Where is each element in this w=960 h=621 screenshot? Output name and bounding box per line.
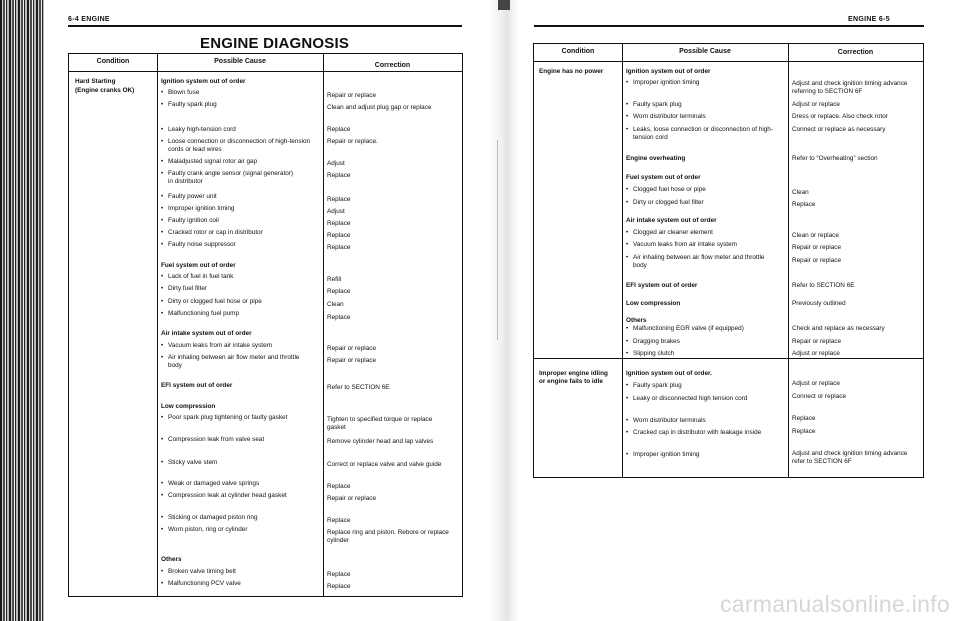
column-divider <box>157 54 158 596</box>
cause-item: • Vacuum leaks from air intake system <box>633 241 737 249</box>
left-binding-edge <box>0 0 44 621</box>
cause-item: • Faulty spark plug <box>633 101 682 109</box>
cause-group-heading: Low compression <box>161 403 216 410</box>
cause-group-heading: Engine overheating <box>626 155 686 162</box>
cause-item: • Worn distributor terminals <box>633 113 706 121</box>
right-page-header: ENGINE 6-5 <box>848 16 890 23</box>
correction-cell: Replace <box>792 428 816 435</box>
cause-item: • Poor spark plug tightening or faulty gasket <box>168 414 313 422</box>
correction-cell: Repair or replace <box>792 244 842 251</box>
cause-group-heading: Others <box>161 556 182 563</box>
correction-cell: Adjust or replace <box>792 380 840 387</box>
correction-cell: Replace <box>327 172 351 179</box>
correction-cell: Remove cylinder head and lap valves <box>327 438 434 445</box>
correction-cell: Check and replace as necessary <box>792 325 885 332</box>
cause-group-heading: Fuel system out of order <box>161 262 236 269</box>
correction-cell: Repair or replace <box>327 345 377 352</box>
row-divider <box>534 358 622 359</box>
cause-item: • Compression leak from valve seat <box>168 436 264 444</box>
cause-item: • Leaks, loose connection or disconnection of high-tension cord <box>633 126 783 142</box>
cause-item: • Air inhaling between air flow meter and throttle body <box>633 254 773 270</box>
correction-cell: Connect or replace <box>792 393 846 400</box>
correction-cell: Refer to SECTION 6E <box>327 384 390 391</box>
correction-cell: Repair or replace <box>327 495 377 502</box>
column-header-cause: Possible Cause <box>679 48 731 55</box>
cause-item: • Lack of fuel in fuel tank <box>168 273 233 281</box>
cause-item: • Dirty fuel filter <box>168 285 207 293</box>
cause-item: • Maladjusted signal rotor air gap <box>168 158 257 166</box>
cause-item: • Dirty or clogged fuel filter <box>633 199 704 207</box>
correction-cell: Adjust and check ignition timing advance refer to SECTION 6F <box>792 450 908 465</box>
cause-item: • Clogged air cleaner element <box>633 229 713 237</box>
left-header-rule <box>68 25 462 27</box>
cause-group-heading: Fuel system out of order <box>626 174 701 181</box>
column-header-condition: Condition <box>96 58 130 65</box>
column-divider <box>788 44 789 477</box>
correction-cell: Previously outlined <box>792 300 846 307</box>
correction-cell: Replace <box>327 583 351 590</box>
left-diagnosis-table <box>68 53 463 597</box>
cause-item: • Faulty spark plug <box>168 101 217 109</box>
cause-item: • Air inhaling between air flow meter and throttle body <box>168 354 308 370</box>
correction-cell: Replace ring and piston. Rebore or replace cylinder <box>327 529 449 544</box>
gutter-mark <box>498 0 510 10</box>
cause-item: • Blown fuse <box>168 89 199 97</box>
correction-cell: Correct or replace valve and valve guide <box>327 461 442 468</box>
cause-item: • Dragging brakes <box>633 338 680 346</box>
cause-item: • Slipping clutch <box>633 350 674 358</box>
correction-cell: Replace <box>327 483 351 490</box>
cause-item: • Faulty ignition coil <box>168 217 219 225</box>
cause-item: • Cracked cap in distributor with leakage inside <box>633 429 783 437</box>
cause-group-heading: Air intake system out of order <box>161 330 252 337</box>
cause-group-heading: Low compression <box>626 300 681 307</box>
condition-cell: Improper engine idling or engine fails to idle <box>539 370 608 385</box>
cause-item: • Cracked rotor or cap in distributor <box>168 229 263 237</box>
correction-cell: Refer to “Overheating” section <box>792 155 878 162</box>
correction-cell: Clean and adjust plug gap or replace <box>327 104 432 111</box>
correction-cell: Repair or replace <box>792 257 842 264</box>
fold-line <box>497 140 498 340</box>
cause-item: • Leaky or disconnected high tension cord <box>633 395 778 403</box>
cause-item: • Sticking or damaged piston ring <box>168 514 258 522</box>
correction-cell: Replace <box>327 517 351 524</box>
cause-item: • Worn distributor terminals <box>633 417 706 425</box>
correction-cell: Repair or replace <box>327 357 377 364</box>
cause-group-heading: Ignition system out of order <box>161 78 246 85</box>
cause-item: • Improper ignition timing <box>633 79 699 87</box>
column-header-correction: Correction <box>837 49 874 56</box>
cause-item: • Loose connection or disconnection of high-tension cords or lead wires <box>168 138 318 154</box>
cause-item: • Improper ignition timing <box>633 451 699 459</box>
correction-cell: Replace <box>792 201 816 208</box>
correction-cell: Replace <box>327 126 351 133</box>
correction-cell: Replace <box>327 288 351 295</box>
right-header-rule <box>534 25 924 27</box>
cause-group-heading: EFI system out of order <box>161 382 233 389</box>
correction-cell: Adjust <box>327 208 345 215</box>
cause-group-heading: Air intake system out of order <box>626 217 717 224</box>
cause-item: • Broken valve timing belt <box>168 568 236 576</box>
correction-cell: Replace <box>792 415 816 422</box>
cause-item: • Faulty noise suppressor <box>168 241 236 249</box>
correction-cell: Clean or replace <box>792 232 839 239</box>
cause-item: • Vacuum leaks from air intake system <box>168 342 272 350</box>
cause-item: • Worn piston, ring or cylinder <box>168 526 247 534</box>
correction-cell: Refill <box>327 276 342 283</box>
correction-cell: Replace <box>327 571 351 578</box>
cause-group-heading: Others <box>626 317 647 324</box>
right-diagnosis-table <box>533 43 924 478</box>
correction-cell: Adjust and check ignition timing advance referring to SECTION 6F <box>792 80 908 95</box>
correction-cell: Tighten to specified torque or replace gasket <box>327 416 433 431</box>
cause-item: • Dirty or clogged fuel hose or pipe <box>168 298 262 306</box>
row-divider <box>622 358 923 359</box>
correction-cell: Repair or replace <box>327 92 377 99</box>
cause-item: • Leaky high-tension cord <box>168 126 236 134</box>
column-header-condition: Condition <box>561 48 595 55</box>
watermark-text: carmanualsonline.info <box>719 591 950 617</box>
correction-cell: Adjust or replace <box>792 101 840 108</box>
correction-cell: Replace <box>327 196 351 203</box>
correction-cell: Connect or replace as necessary <box>792 126 886 133</box>
correction-cell: Refer to SECTION 6E <box>792 282 855 289</box>
correction-cell: Adjust or replace <box>792 350 840 357</box>
page-title: ENGINE DIAGNOSIS <box>200 35 350 52</box>
correction-cell: Replace <box>327 244 351 251</box>
correction-cell: Clean <box>327 301 344 308</box>
correction-cell: Clean <box>792 189 809 196</box>
condition-cell: Engine has no power <box>539 68 604 75</box>
cause-item: • Malfunctioning PCV valve <box>168 580 241 588</box>
cause-item: • Sticky valve stem <box>168 459 217 467</box>
correction-cell: Dress or replace. Also check rotor <box>792 113 888 120</box>
left-page-header: 6-4 ENGINE <box>68 16 110 23</box>
cause-item: • Faulty crank angle sensor (signal generator) in distributor <box>168 170 298 186</box>
column-divider <box>622 44 623 477</box>
correction-cell: Repair or replace. <box>327 138 378 145</box>
cause-item: • Malfunctioning EGR valve (if equipped) <box>633 325 744 333</box>
cause-item: • Weak or damaged valve springs <box>168 480 259 488</box>
correction-cell: Replace <box>327 314 351 321</box>
center-gutter <box>490 0 518 621</box>
cause-item: • Clogged fuel hose or pipe <box>633 186 706 194</box>
condition-cell: Hard Starting <box>75 78 116 85</box>
cause-group-heading: Ignition system out of order <box>626 68 711 75</box>
condition-cell: (Engine cranks OK) <box>75 87 135 94</box>
column-divider <box>323 54 324 596</box>
cause-item: • Compression leak at cylinder head gasket <box>168 492 308 500</box>
cause-group-heading: EFI system out of order <box>626 282 698 289</box>
cause-item: • Faulty power unit <box>168 193 217 201</box>
correction-cell: Adjust <box>327 160 345 167</box>
correction-cell: Replace <box>327 232 351 239</box>
column-header-correction: Correction <box>374 62 411 69</box>
cause-item: • Faulty spark plug <box>633 382 682 390</box>
column-header-cause: Possible Cause <box>214 58 266 65</box>
correction-cell: Replace <box>327 220 351 227</box>
cause-item: • Malfunctioning fuel pump <box>168 310 239 318</box>
cause-item: • Improper ignition timing <box>168 205 234 213</box>
cause-group-heading: Ignition system out of order. <box>626 370 712 377</box>
correction-cell: Repair or replace <box>792 338 842 345</box>
